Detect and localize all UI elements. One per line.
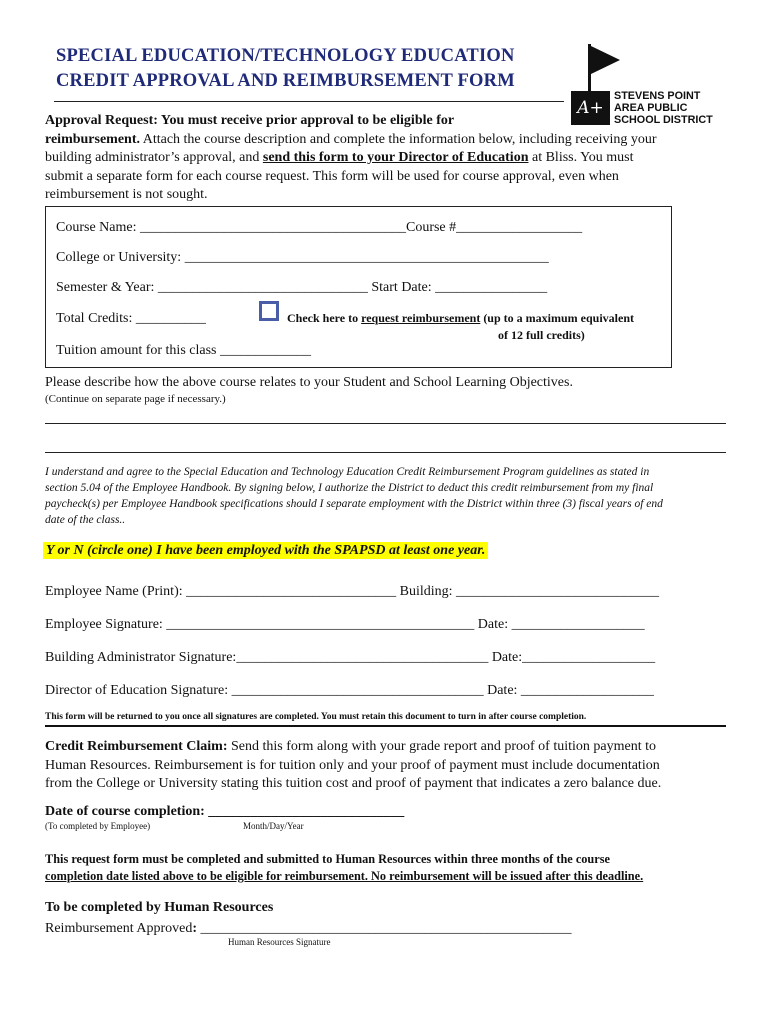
course-name-field[interactable]: Course Name: ______________________________________Course #__________________ <box>56 220 583 235</box>
send-to-director-note: send this form to your Director of Education <box>262 150 529 165</box>
describe-answer-line-1[interactable] <box>45 423 726 424</box>
completion-sub-right: Month/Day/Year <box>243 821 304 831</box>
completion-date-field[interactable] <box>45 804 404 820</box>
logo-line-1: STEVENS POINT <box>614 90 701 102</box>
check-note-d: of 12 full credits) <box>498 328 585 342</box>
semester-start-date-field[interactable]: Semester & Year: ______________________________ Start Date: ________________ <box>56 280 548 295</box>
approval-lead: Approval Request: You must receive prior approval to be eligible for <box>45 113 455 128</box>
admin-signature-field[interactable]: Building Administrator Signature:____________________________________ Date:___________________ <box>45 650 656 665</box>
reimbursement-approved-blank[interactable]: _____________________________________________________ <box>200 921 572 936</box>
approval-request-paragraph <box>45 112 725 205</box>
employment-statement-wrap <box>43 541 488 559</box>
agreement-line-1: I understand and agree to the Special Education and Technology Education Credit Reimbursement Program guidelines as stated in <box>45 466 650 478</box>
college-field[interactable]: College or University: ____________________________________________________ <box>56 250 549 265</box>
agreement-paragraph <box>45 464 735 528</box>
approval-text-2c: at Bliss. You must <box>528 150 634 165</box>
approval-text-4: reimbursement is not sought. <box>45 187 208 202</box>
describe-question: Please describe how the above course relates to your Student and School Learning Objectives. <box>45 375 573 390</box>
check-note-a: Check here to <box>287 311 362 325</box>
reimbursement-approved-label: Reimbursement Approved <box>45 921 193 936</box>
approval-text-2a: building administrator’s approval, and <box>45 150 263 165</box>
reimbursement-approved-colon: : <box>192 921 201 936</box>
agreement-line-3: paycheck(s) per Employee Handbook specifications should I separate employment with the District within three (3) fiscal years of end <box>45 498 663 510</box>
check-note-b: request reimbursement <box>361 311 481 325</box>
describe-note: (Continue on separate page if necessary.) <box>45 393 226 405</box>
describe-answer-line-2[interactable] <box>45 452 726 453</box>
approval-text-1: Attach the course description and complete the information below, including receiving your <box>140 131 657 147</box>
check-note-c: (up to a maximum equivalent <box>480 311 634 325</box>
hr-signature-caption: Human Resources Signature <box>228 937 331 947</box>
tuition-amount-field[interactable]: Tuition amount for this class _____________ <box>56 343 311 358</box>
claim-text-1: Send this form along with your grade report and proof of tuition payment to <box>227 739 656 754</box>
claim-text-2: Human Resources. Reimbursement is for tuition only and your proof of payment must include documentation <box>45 757 660 773</box>
request-reimbursement-checkbox[interactable] <box>259 301 279 321</box>
completion-date-label: Date of course completion: <box>45 804 209 819</box>
reimbursement-check-note <box>287 310 667 344</box>
approval-lead-2: reimbursement. <box>45 131 140 147</box>
completion-date-blank[interactable]: ____________________________ <box>208 804 405 819</box>
employee-signature-field[interactable]: Employee Signature: ____________________________________________ Date: ___________________ <box>45 617 645 632</box>
agreement-line-4: date of the class.. <box>45 514 126 526</box>
form-title-line-2: CREDIT APPROVAL AND REIMBURSEMENT FORM <box>56 71 515 91</box>
logo-line-2: AREA PUBLIC <box>614 101 688 114</box>
claim-lead: Credit Reimbursement Claim: <box>45 739 228 754</box>
employment-statement[interactable]: Y or N (circle one) I have been employed with the SPAPSD at least one year. <box>43 542 488 559</box>
logo-line-3: SCHOOL DISTRICT <box>614 113 713 126</box>
return-notice: This form will be returned to you once all signatures are completed. You must retain this document to turn in after course completion. <box>45 712 587 722</box>
form-title <box>56 44 576 94</box>
approval-text-3: submit a separate form for each course request. This form will be used for course approval, even when <box>45 168 619 184</box>
title-divider <box>54 101 564 102</box>
completion-sub-left: (To completed by Employee) <box>45 821 151 831</box>
director-signature-field[interactable]: Director of Education Signature: ____________________________________ Date: ___________________ <box>45 683 654 698</box>
hr-heading: To be completed by Human Resources <box>45 900 274 915</box>
claim-text-3: from the College or University stating this tuition cost and proof of payment that indicates a zero balance due. <box>45 776 662 791</box>
total-credits-field[interactable]: Total Credits: __________ <box>56 311 206 326</box>
logo-mark: A+ <box>571 91 610 125</box>
employee-name-building-field[interactable]: Employee Name (Print): ______________________________ Building: _____________________________ <box>45 584 660 599</box>
section-divider <box>45 725 726 727</box>
reimbursement-approved-field[interactable] <box>45 920 572 938</box>
flag-icon <box>586 44 622 96</box>
claim-paragraph <box>45 738 735 794</box>
deadline-line-2: completion date listed above to be eligible for reimbursement. No reimbursement will be issued after this deadline. <box>45 869 644 883</box>
form-title-line-1: SPECIAL EDUCATION/TECHNOLOGY EDUCATION <box>56 46 515 66</box>
agreement-line-2: section 5.04 of the Employee Handbook. By signing below, I authorize the District to deduct this credit reimbursement from my final <box>45 482 654 494</box>
deadline-line-1: This request form must be completed and submitted to Human Resources within three months of the course <box>45 852 610 866</box>
deadline-notice <box>45 851 745 885</box>
